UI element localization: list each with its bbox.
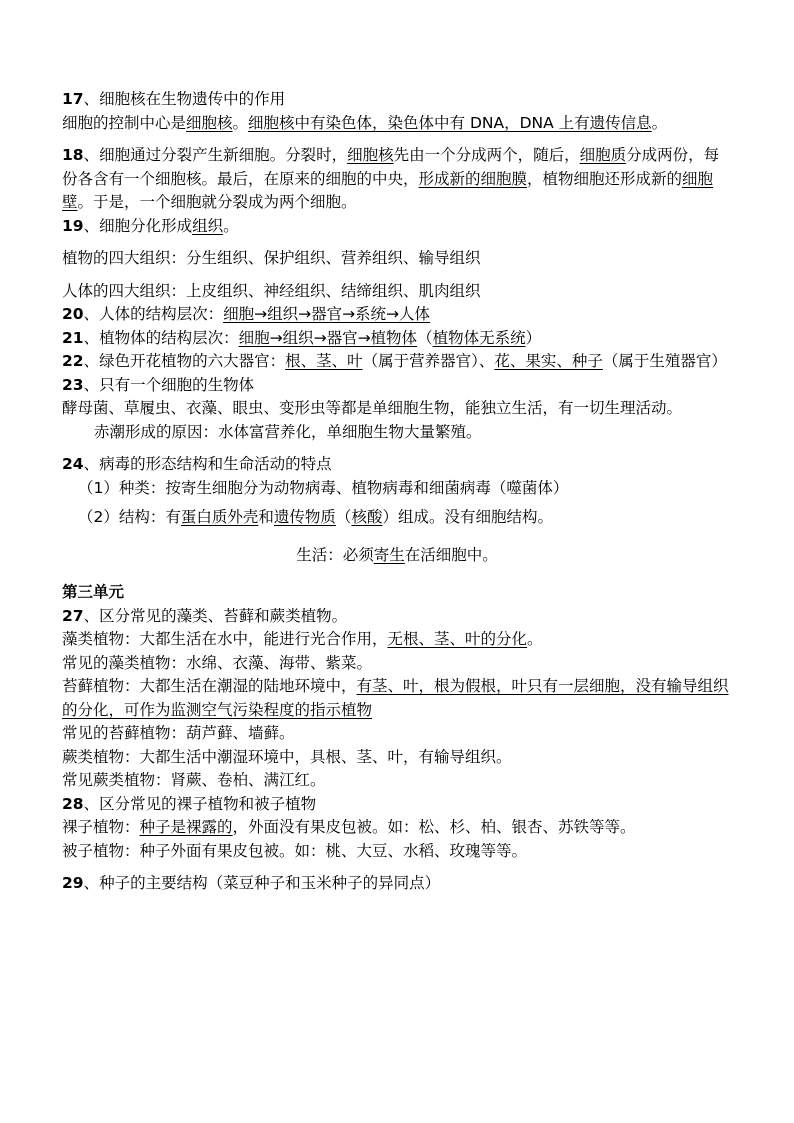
angiosperm: 被子植物：种子外面有果皮包被。如：桃、大豆、水稻、玫瑰等等。: [62, 841, 528, 860]
virus-kinds: （1）种类：按寄生细胞分为动物病毒、植物病毒和细菌病毒（噬菌体）: [78, 478, 569, 497]
moss: 苔藓植物：大都生活在潮湿的陆地环境中，有茎、叶，根为假根，叶只有一层细胞，没有输导组织的分化，可作为监测空气污染程度的指示植物: [62, 677, 729, 719]
heading-29: 29、种子的主要结构（菜豆种子和玉米种子的异同点）: [62, 874, 441, 892]
heading-19: 19、细胞分化形成组织。: [62, 216, 239, 235]
para-18: 18、细胞通过分裂产生新细胞。分裂时，细胞核先由一个分成两个，随后，细胞质分成两份，每份各含有一个细胞核。最后，在原来的细胞的中央，形成新的细胞膜，植物细胞还形成新的细胞壁。于是，一个细胞就分裂成为两个细胞。: [62, 146, 720, 211]
human-tissues: 人体的四大组织：上皮组织、神经组织、结缔组织、肌肉组织: [62, 281, 481, 300]
unit-3-heading: 第三单元: [62, 583, 125, 601]
moss-common: 常见的苔藓植物：葫芦藓、墙藓。: [62, 724, 295, 742]
fern: 蕨类植物：大都生活中潮湿环境中，具根、茎、叶，有输导组织。: [62, 747, 512, 766]
red-tide: 赤潮形成的原因：水体富营养化，单细胞生物大量繁殖。: [94, 422, 482, 441]
para-23: 酵母菌、草履虫、衣藻、眼虫、变形虫等都是单细胞生物，能独立生活，有一切生理活动。: [62, 399, 683, 417]
heading-17: 17、细胞核在生物遗传中的作用: [62, 90, 286, 108]
para-17: 细胞的控制中心是细胞核。细胞核中有染色体，染色体中有 DNA，DNA 上有遗传信息。: [62, 113, 668, 132]
heading-24: 24、病毒的形态结构和生命活动的特点: [62, 455, 332, 473]
gymnosperm: 裸子植物：种子是裸露的，外面没有果皮包被。如：松、杉、柏、银杏、苏铁等等。: [62, 818, 636, 836]
heading-21: 21、植物体的结构层次：细胞→组织→器官→植物体（植物体无系统）: [62, 328, 542, 347]
algae: 藻类植物：大都生活在水中，能进行光合作用，无根、茎、叶的分化。: [62, 630, 543, 648]
heading-20: 20、人体的结构层次：细胞→组织→器官→系统→人体: [62, 305, 431, 323]
algae-common: 常见的藻类植物：水绵、衣藻、海带、紫菜。: [62, 653, 373, 672]
heading-23: 23、只有一个细胞的生物体: [62, 375, 255, 394]
heading-28: 28、区分常见的裸子植物和被子植物: [62, 794, 317, 813]
plant-tissues: 植物的四大组织：分生组织、保护组织、营养组织、输导组织: [62, 249, 481, 267]
document-page: [62, 88, 732, 896]
fern-common: 常见蕨类植物：肾蕨、卷柏、满江红。: [62, 771, 326, 789]
heading-27: 27、区分常见的藻类、苔藓和蕨类植物。: [62, 606, 348, 625]
virus-life: 生活：必须寄生在活细胞中。: [296, 545, 498, 564]
virus-structure: （2）结构：有蛋白质外壳和遗传物质（核酸）组成。没有细胞结构。: [78, 508, 553, 526]
heading-22: 22、绿色开花植物的六大器官：根、茎、叶（属于营养器官）、花、果实、种子（属于生殖器官）: [62, 352, 727, 370]
